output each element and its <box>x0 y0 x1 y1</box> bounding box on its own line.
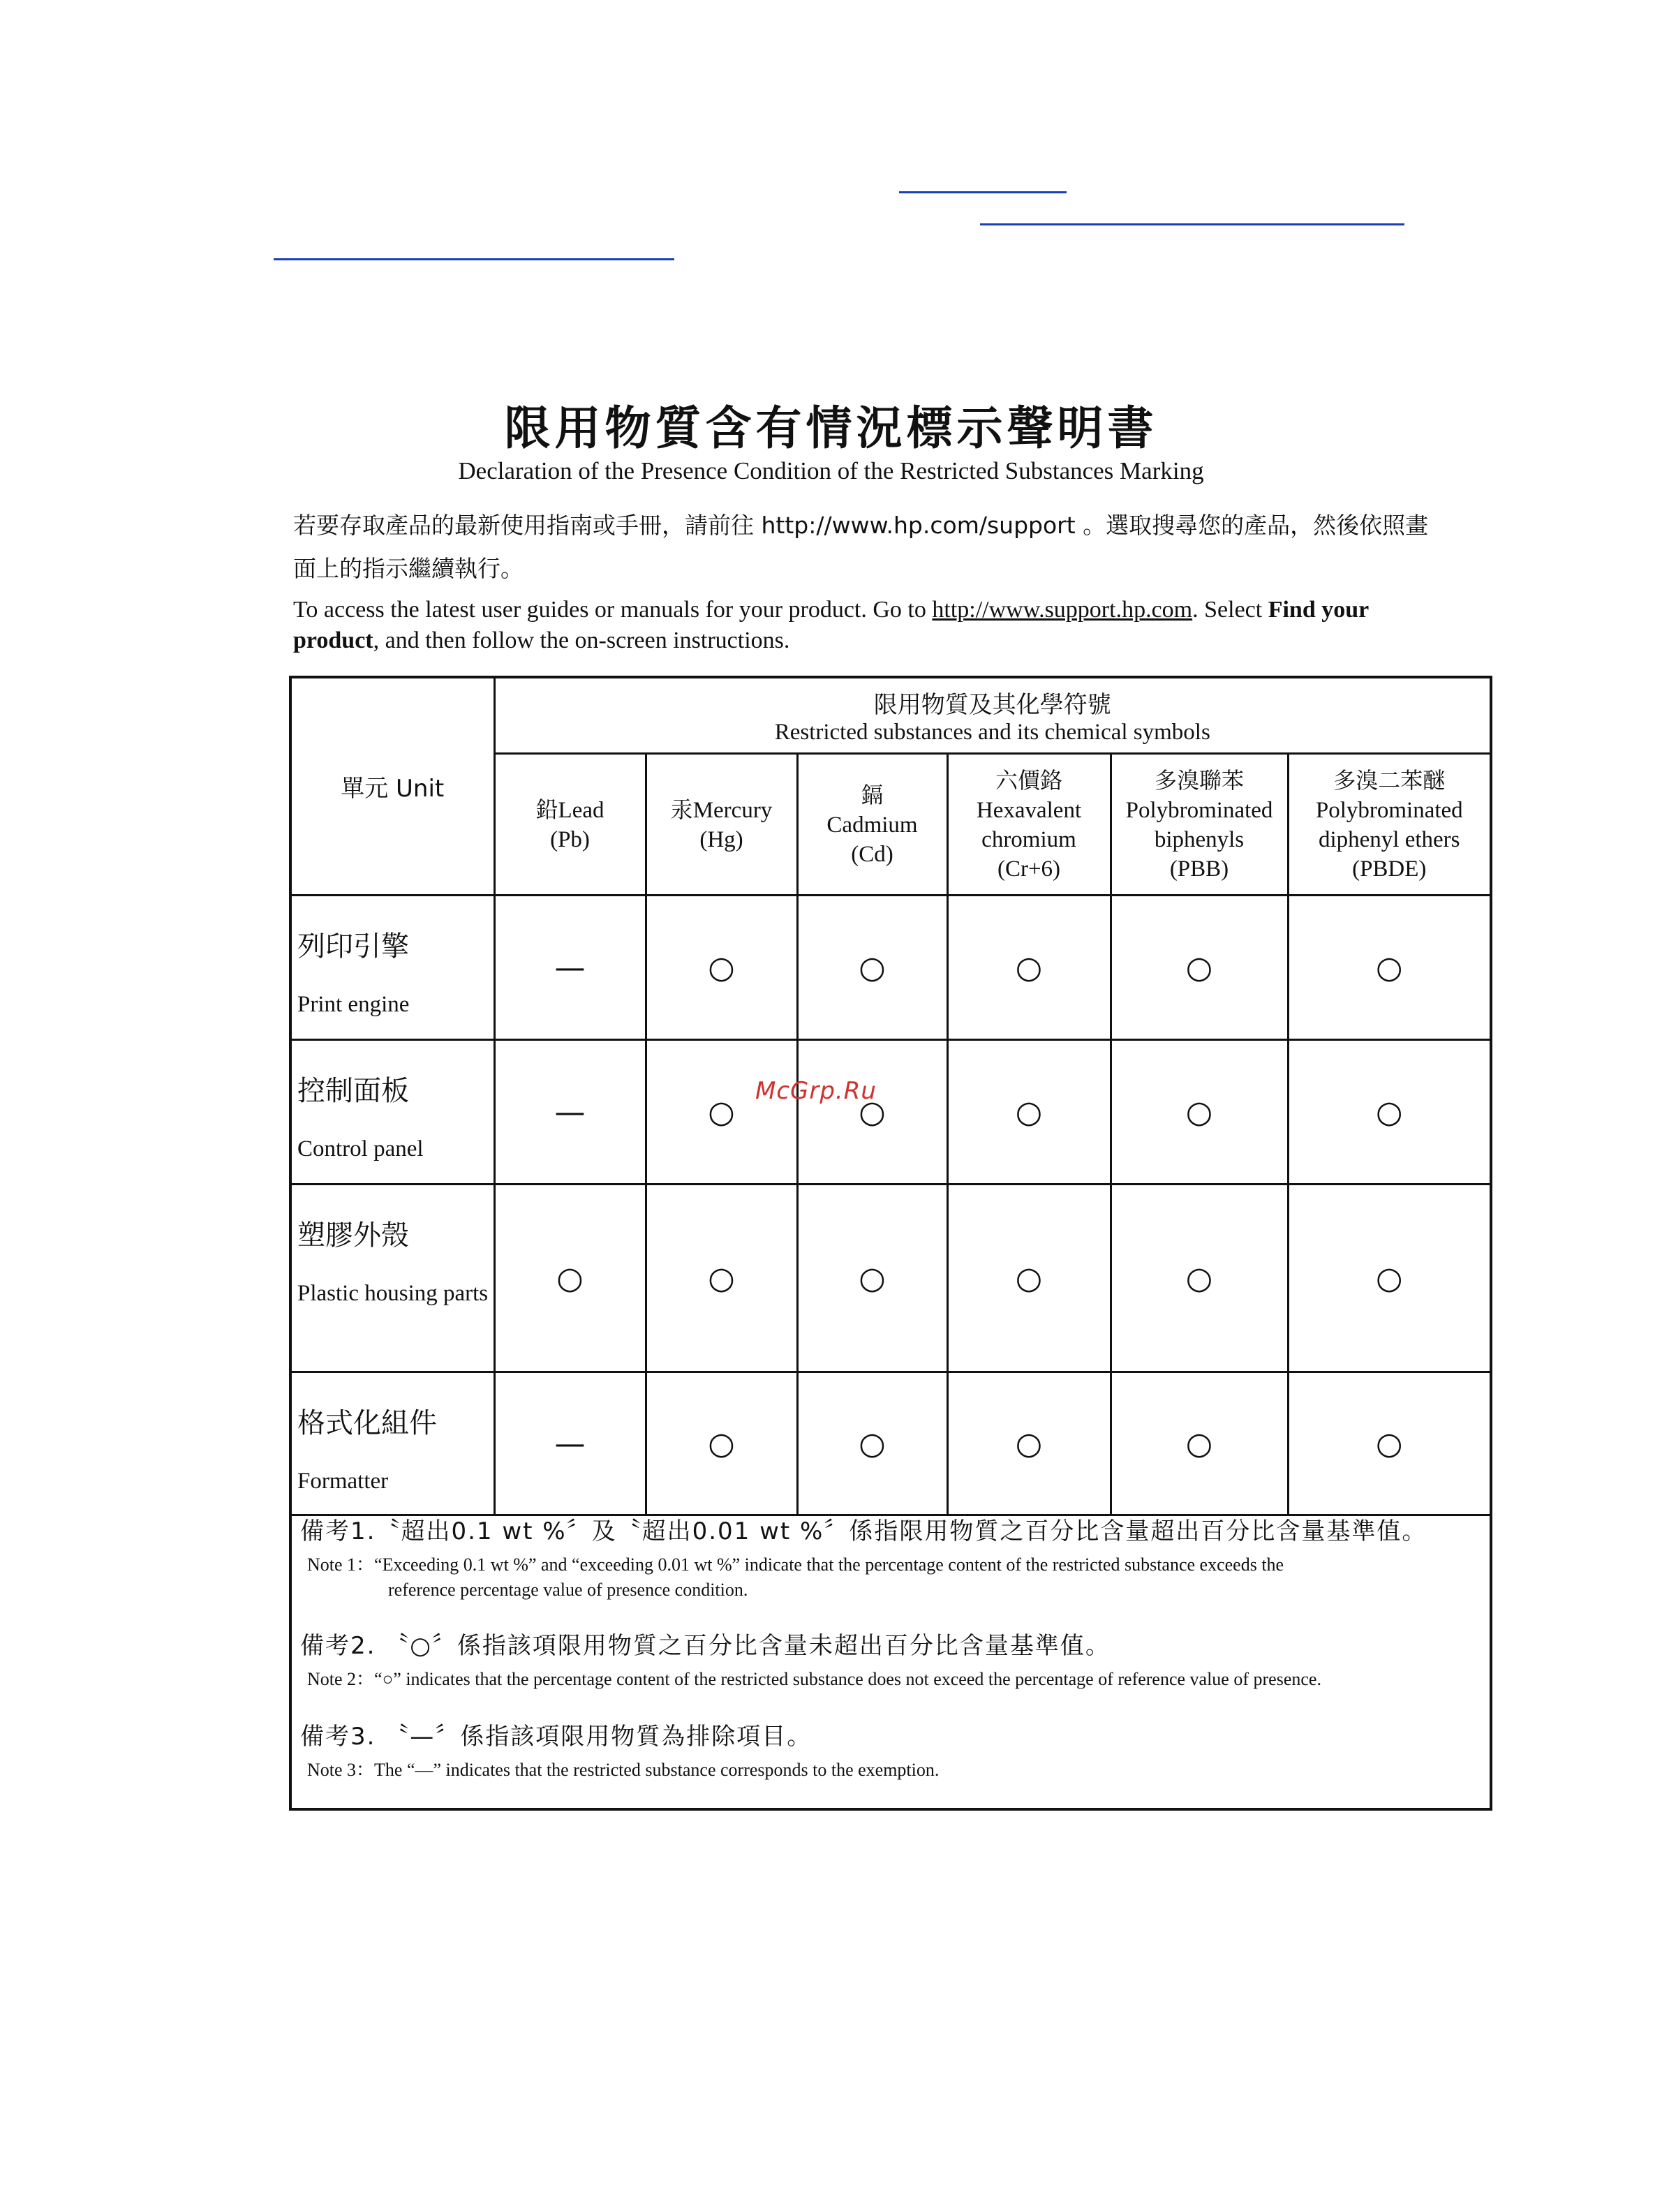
substance-zh: 多溴聯苯 <box>1154 766 1244 794</box>
group-header-en: Restricted substances and its chemical symbols <box>774 720 1210 745</box>
presence-mark: — <box>494 1372 646 1515</box>
note-1-en <box>307 1552 1284 1603</box>
substance-en: Polybrominated biphenyls <box>1125 797 1273 852</box>
intro-en <box>293 595 1522 656</box>
presence-mark: ○ <box>947 1040 1111 1185</box>
substance-header-pbb <box>1111 754 1288 896</box>
presence-mark: ○ <box>797 896 947 1040</box>
intro-en-text: . Select <box>1192 597 1268 623</box>
presence-mark: ○ <box>1288 896 1490 1040</box>
table-row <box>292 1372 1490 1515</box>
substance-symbol: (Cr+6) <box>997 856 1061 882</box>
unit-zh: 格式化組件 <box>297 1407 437 1439</box>
substance-symbol: (Cd) <box>851 841 893 867</box>
note-3-zh: 備考3. 〝—〞係指該項限用物質為排除項目。 <box>300 1723 813 1751</box>
hyperlink-underline[interactable] <box>980 223 1404 225</box>
intro-zh-line-1: 若要存取產品的最新使用指南或手冊，請前往 http://www.hp.com/support 。選取搜尋您的產品，然後依照畫 <box>293 512 1429 539</box>
table-row <box>292 896 1490 1040</box>
table-row <box>292 1185 1490 1372</box>
substance-header-pbde <box>1288 754 1490 896</box>
presence-mark: ○ <box>646 1372 797 1515</box>
substance-symbol: (PBDE) <box>1352 856 1427 882</box>
unit-zh: 控制面板 <box>297 1075 409 1107</box>
substance-header-lead <box>494 754 646 896</box>
note-2-zh: 備考2. 〝○〞係指該項限用物質之百分比含量未超出百分比含量基準值。 <box>300 1632 1111 1660</box>
substance-en: Polybrominated diphenyl ethers <box>1315 797 1463 852</box>
presence-mark: ○ <box>947 1372 1111 1515</box>
presence-mark: ○ <box>947 896 1111 1040</box>
substance-symbol: (PBB) <box>1169 856 1229 882</box>
substance-en: Hexavalent chromium <box>976 797 1082 852</box>
hyperlink-underline[interactable] <box>274 258 674 260</box>
unit-header: 單元 Unit <box>292 678 494 896</box>
substance-header-hexavalent-chromium <box>947 754 1111 896</box>
substance-zh: 多溴二苯醚 <box>1333 766 1446 794</box>
declaration-title-zh: 限用物質含有情況標示聲明書 <box>504 401 1158 455</box>
unit-cell <box>292 1040 494 1185</box>
substance-zh: 鎘 <box>861 781 884 808</box>
substance-zh: 鉛 <box>535 796 558 823</box>
presence-mark: ○ <box>646 1040 797 1185</box>
presence-mark: ○ <box>1111 1040 1288 1185</box>
unit-en: Control panel <box>297 1136 424 1161</box>
unit-cell <box>292 896 494 1040</box>
intro-en-text: , and then follow the on-screen instructions. <box>373 628 790 653</box>
presence-mark: ○ <box>797 1185 947 1372</box>
substance-zh: 六價鉻 <box>995 766 1062 794</box>
note-1-en-line: Note 1：“Exceeding 0.1 wt %” and “exceeding 0.01 wt %” indicate that the percentage content of the restricted substance exceeds the <box>307 1554 1284 1575</box>
watermark: McGrp.Ru <box>755 1077 877 1105</box>
presence-mark: ○ <box>646 896 797 1040</box>
unit-en: Print engine <box>297 992 410 1017</box>
presence-mark: ○ <box>494 1185 646 1372</box>
substance-en: Lead <box>558 797 604 823</box>
presence-mark: ○ <box>1288 1372 1490 1515</box>
table-row <box>292 1040 1490 1185</box>
unit-zh: 列印引擎 <box>297 930 409 963</box>
note-2-en: Note 2：“○” indicates that the percentage content of the restricted substance does not exceed the percentage of reference value of presence. <box>307 1669 1321 1689</box>
presence-mark: ○ <box>797 1040 947 1185</box>
unit-cell <box>292 1185 494 1372</box>
substance-header-cadmium <box>797 754 947 896</box>
declaration-title-en: Declaration of the Presence Condition of the Restricted Substances Marking <box>458 457 1204 484</box>
substance-header-mercury <box>646 754 797 896</box>
presence-mark: — <box>494 1040 646 1185</box>
presence-mark: ○ <box>1111 896 1288 1040</box>
substance-symbol: (Pb) <box>550 826 590 852</box>
group-header-zh: 限用物質及其化學符號 <box>873 691 1111 719</box>
unit-en: Formatter <box>297 1469 389 1494</box>
presence-mark: ○ <box>1111 1185 1288 1372</box>
intro-en-bold: Find your <box>1268 597 1370 623</box>
note-1-zh: 備考1.〝超出0.1 wt %〞及〝超出0.01 wt %〞係指限用物質之百分比含量超出百分比含量基準值。 <box>300 1517 1427 1545</box>
presence-mark: ○ <box>947 1185 1111 1372</box>
note-1-en-continuation: reference percentage value of presence condition. <box>388 1580 748 1600</box>
presence-mark: ○ <box>1288 1040 1490 1185</box>
substance-en: Mercury <box>692 797 773 823</box>
support-link[interactable]: http://www.support.hp.com <box>932 597 1193 623</box>
unit-zh: 塑膠外殼 <box>297 1219 409 1252</box>
intro-zh-line-2: 面上的指示繼續執行。 <box>293 555 524 582</box>
substance-symbol: (Hg) <box>699 826 743 852</box>
hyperlink-underline[interactable] <box>899 191 1067 193</box>
unit-en: Plastic housing parts <box>297 1281 489 1306</box>
unit-cell <box>292 1372 494 1515</box>
presence-mark: ○ <box>1288 1185 1490 1372</box>
note-3-en: Note 3：The “—” indicates that the restricted substance corresponds to the exemption. <box>307 1760 940 1780</box>
intro-en-bold: product <box>293 628 373 653</box>
presence-mark: ○ <box>797 1372 947 1515</box>
intro-en-text: To access the latest user guides or manuals for your product. Go to <box>293 597 933 623</box>
substance-zh: 汞 <box>670 796 693 823</box>
substances-group-header <box>494 678 1490 754</box>
presence-mark: ○ <box>1111 1372 1288 1515</box>
substance-en: Cadmium <box>826 812 918 838</box>
presence-mark: ○ <box>646 1185 797 1372</box>
presence-mark: — <box>494 896 646 1040</box>
